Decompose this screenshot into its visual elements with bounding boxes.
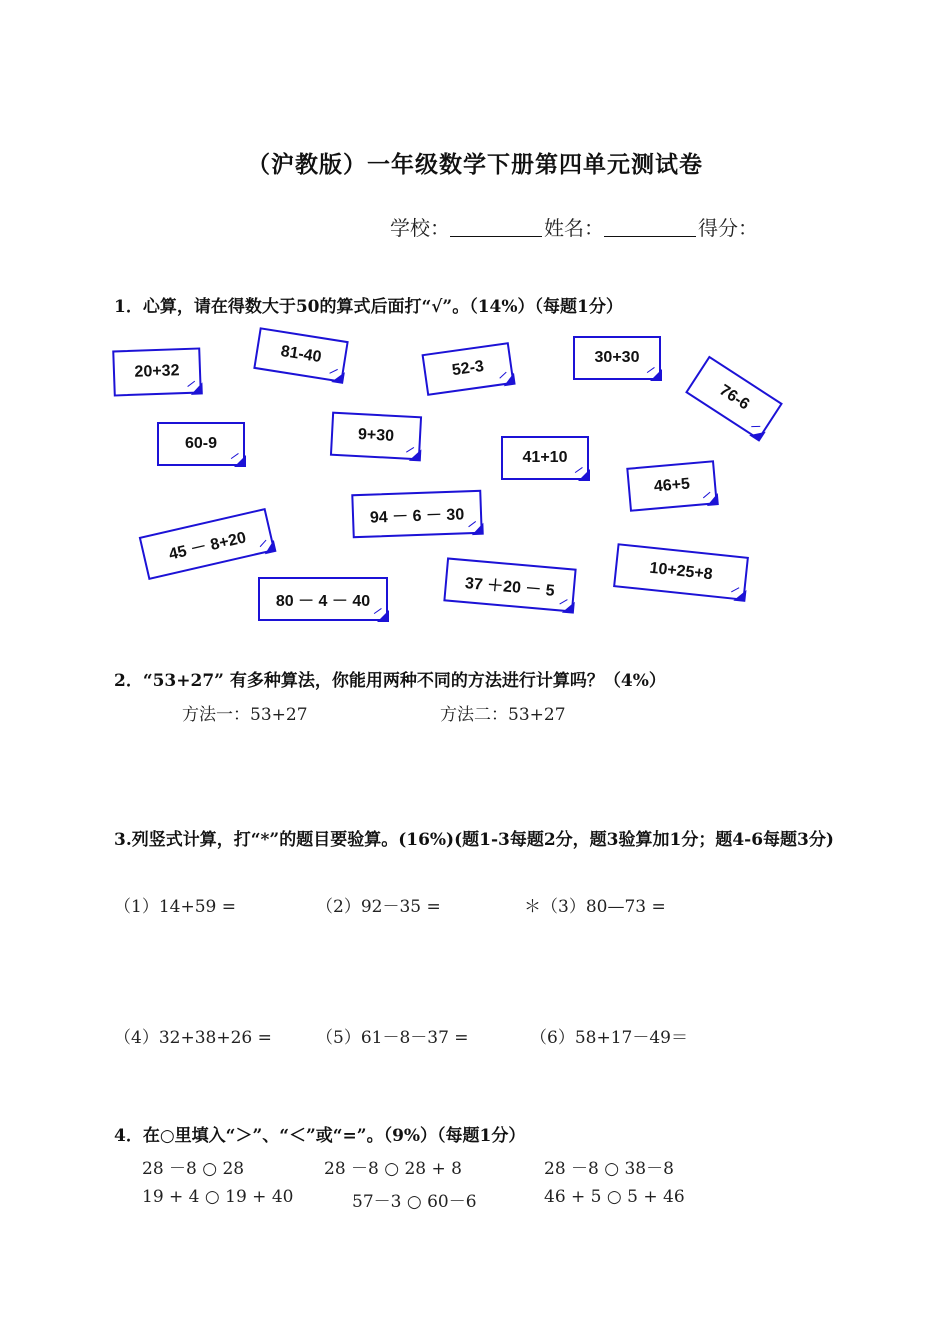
q3-item: （4）32+38+26 = (114, 1028, 272, 1048)
expression-card[interactable]: 41+10 (501, 436, 589, 480)
expression-card[interactable]: 45 － 8+20 (139, 508, 276, 580)
q3-item: （1）14+59 = (114, 897, 236, 917)
q4-heading: 4．在○里填入“＞”、“＜”或“=”。（9%）（每题1分） (114, 1126, 526, 1146)
score-label: 得分： (698, 216, 758, 240)
q2-heading: 2．“53+27” 有多种算法，你能用两种不同的方法进行计算吗？（4%） (114, 671, 666, 691)
q4-comparison: 57－3 ○ 60－6 (352, 1192, 477, 1212)
expression-card[interactable]: 80 － 4 － 40 (258, 577, 388, 621)
q3-item: ＊（3）80—73 = (524, 897, 666, 917)
expression-card[interactable]: 9+30 (330, 412, 422, 461)
q4-comparison: 28 －8 ○ 38－8 (544, 1159, 674, 1179)
q3-item: （6）58+17－49＝ (530, 1028, 688, 1048)
q1-heading: 1．心算，请在得数大于50的算式后面打“√”。（14%）（每题1分） (114, 297, 623, 317)
q3-heading: 3.列竖式计算，打“*”的题目要验算。(16%)(题1-3每题2分，题3验算加1分；题4-6每题3分) (114, 830, 834, 850)
expression-card[interactable]: 37 ＋20 － 5 (443, 557, 576, 612)
q2-method-two: 方法二：53+27 (440, 705, 566, 725)
expression-card[interactable]: 81-40 (253, 327, 348, 383)
page-title: （沪教版）一年级数学下册第四单元测试卷 (247, 151, 703, 178)
school-blank[interactable] (450, 216, 542, 237)
expression-card[interactable]: 60-9 (157, 422, 245, 466)
student-info-line (390, 212, 758, 241)
school-label: 学校： (390, 216, 450, 240)
expression-card[interactable]: 94 － 6 － 30 (351, 490, 482, 539)
expression-card[interactable]: 20+32 (112, 347, 202, 396)
name-blank[interactable] (604, 216, 696, 237)
expression-card[interactable]: 46+5 (626, 460, 718, 512)
expression-card[interactable]: 30+30 (573, 336, 661, 380)
q4-comparison: 28 －8 ○ 28 + 8 (324, 1159, 462, 1179)
name-label: 姓名： (544, 216, 604, 240)
q4-comparison: 28 －8 ○ 28 (142, 1159, 245, 1179)
q3-item: （5）61－8－37 = (316, 1028, 469, 1048)
q4-comparison: 19 + 4 ○ 19 + 40 (142, 1187, 294, 1207)
expression-card[interactable]: 10+25+8 (613, 543, 749, 601)
expression-card[interactable]: 76-6 (685, 356, 783, 441)
q2-method-one: 方法一：53+27 (182, 705, 308, 725)
q4-comparison: 46 + 5 ○ 5 + 46 (544, 1187, 685, 1207)
q3-item: （2）92－35 = (316, 897, 441, 917)
expression-card[interactable]: 52-3 (422, 342, 515, 396)
